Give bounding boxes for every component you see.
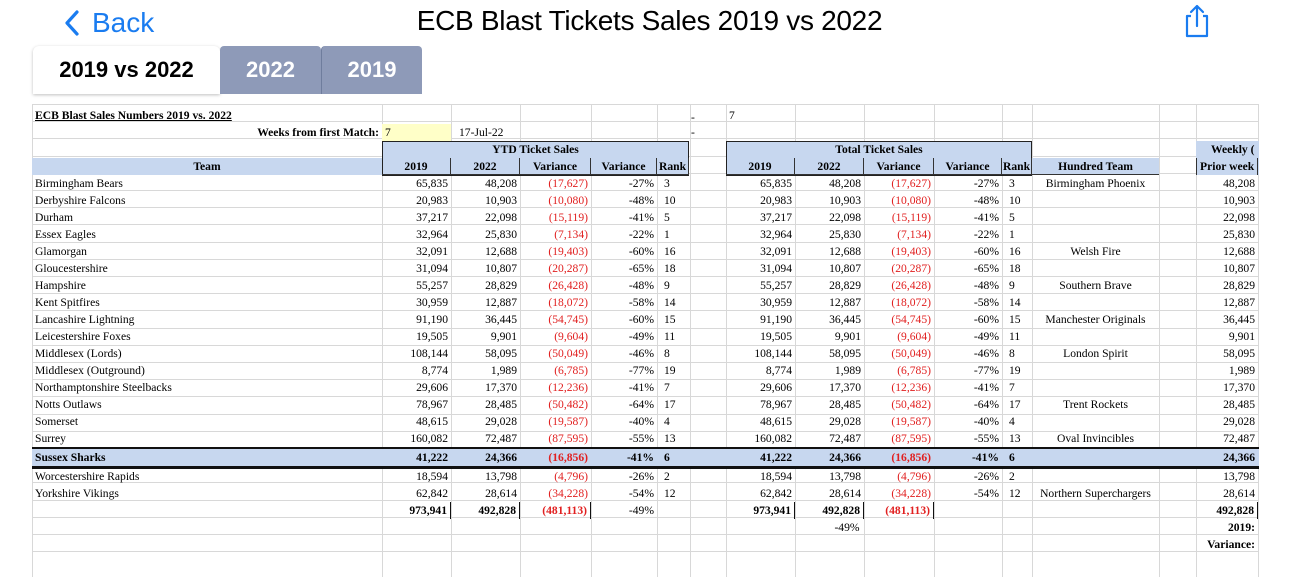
value-2019[interactable]: 32,091 [760, 245, 792, 258]
team-cell[interactable]: Notts Outlaws [35, 398, 102, 411]
prior-week-cell[interactable]: 13,798 [1223, 470, 1255, 483]
value-2022[interactable]: 1,989 [490, 364, 517, 377]
variance-value[interactable]: (7,134) [897, 228, 931, 241]
total-variance[interactable]: (481,113) [520, 502, 591, 519]
variance-pct[interactable]: -48% [628, 279, 654, 292]
variance-value[interactable]: (12,236) [548, 381, 588, 394]
team-cell[interactable]: Lancashire Lightning [35, 313, 135, 326]
rank-value[interactable]: 8 [664, 347, 670, 360]
value-2019[interactable]: 30,959 [760, 296, 792, 309]
variance-pct[interactable]: -46% [973, 347, 999, 360]
variance-pct[interactable]: -41% [971, 451, 999, 464]
prior-week-cell[interactable]: 36,445 [1223, 313, 1255, 326]
variance-value[interactable]: (87,595) [548, 432, 588, 445]
value-2019[interactable]: 41,222 [760, 451, 792, 464]
team-cell[interactable]: Middlesex (Lords) [35, 347, 122, 360]
rank-value[interactable]: 8 [1009, 347, 1015, 360]
variance-value[interactable]: (4,796) [554, 470, 588, 483]
value-2022[interactable]: 9,901 [490, 330, 517, 343]
variance-value[interactable]: (50,049) [891, 347, 931, 360]
date-cell[interactable]: 17-Jul-22 [459, 126, 504, 139]
variance-value[interactable]: (20,287) [548, 262, 588, 275]
value-2022[interactable]: 22,098 [485, 211, 517, 224]
variance-value[interactable]: (6,785) [554, 364, 588, 377]
tab-2019[interactable]: 2019 [321, 46, 422, 94]
value-2022[interactable]: 25,830 [829, 228, 861, 241]
variance-pct[interactable]: -41% [973, 211, 999, 224]
share-icon [1182, 4, 1212, 38]
team-cell[interactable]: Durham [35, 211, 73, 224]
rank-value[interactable]: 11 [1009, 330, 1021, 343]
value-2019[interactable]: 78,967 [760, 398, 792, 411]
variance-value[interactable]: (15,119) [548, 211, 588, 224]
team-cell[interactable]: Essex Eagles [35, 228, 96, 241]
value-2019[interactable]: 32,964 [416, 228, 448, 241]
prior-week-cell[interactable]: 58,095 [1223, 347, 1255, 360]
value-2022[interactable]: 48,208 [829, 177, 861, 190]
grid-line [32, 551, 1259, 552]
value-2019[interactable]: 62,842 [416, 487, 448, 500]
value-2019[interactable]: 32,091 [416, 245, 448, 258]
variance-value[interactable]: (20,287) [891, 262, 931, 275]
value-2019[interactable]: 20,983 [416, 194, 448, 207]
header-prior-week[interactable]: Prior week [1196, 158, 1258, 175]
header-variance-pct[interactable]: Variance [934, 158, 1002, 175]
value-2022[interactable]: 10,807 [485, 262, 517, 275]
rank-value[interactable]: 19 [664, 364, 676, 377]
variance-value[interactable]: (19,403) [891, 245, 931, 258]
total-title[interactable]: Total Ticket Sales [835, 143, 923, 156]
grid-line [1159, 104, 1160, 577]
variance-pct[interactable]: -49% [628, 330, 654, 343]
dash-cell[interactable]: - [691, 126, 695, 139]
prior-week-cell[interactable]: 12,887 [1223, 296, 1255, 309]
team-cell[interactable]: Birmingham Bears [35, 177, 123, 190]
label-variance[interactable]: Variance: [1207, 538, 1255, 551]
value-2022[interactable]: 10,903 [485, 194, 517, 207]
hundred-team-cell[interactable] [1032, 379, 1159, 396]
value-2019[interactable]: 8,774 [765, 364, 792, 377]
variance-pct[interactable]: -41% [973, 381, 999, 394]
value-2022[interactable]: 12,887 [485, 296, 517, 309]
variance-value[interactable]: (19,403) [548, 245, 588, 258]
value-2022[interactable]: 17,370 [829, 381, 861, 394]
variance-pct[interactable]: -46% [628, 347, 654, 360]
variance-pct[interactable]: -60% [973, 313, 999, 326]
value-2022[interactable]: 28,829 [485, 279, 517, 292]
variance-pct[interactable]: -55% [973, 432, 999, 445]
total-2022[interactable]: 492,828 [451, 502, 520, 519]
weekly-title[interactable]: Weekly ( [1211, 143, 1255, 156]
hundred-team-cell[interactable]: Southern Brave [1059, 279, 1132, 292]
value-2022[interactable]: 12,688 [485, 245, 517, 258]
variance-value[interactable]: (16,856) [891, 451, 931, 464]
value-2022[interactable]: 58,095 [485, 347, 517, 360]
rank-value[interactable]: 18 [1009, 262, 1021, 275]
value-2022[interactable]: 58,095 [829, 347, 861, 360]
rank-value[interactable]: 4 [664, 415, 670, 428]
value-2019[interactable]: 18,594 [416, 470, 448, 483]
rank-value[interactable]: 6 [1009, 451, 1015, 464]
header-2022[interactable]: 2022 [451, 158, 520, 175]
sheet-heading[interactable]: ECB Blast Sales Numbers 2019 vs. 2022 [35, 109, 232, 122]
value-2022[interactable]: 29,028 [829, 415, 861, 428]
tab-2022[interactable]: 2022 [220, 46, 321, 94]
variance-pct[interactable]: -26% [628, 470, 654, 483]
value-2019[interactable]: 37,217 [760, 211, 792, 224]
team-cell[interactable]: Sussex Sharks [35, 451, 106, 464]
value-2019[interactable]: 78,967 [416, 398, 448, 411]
rank-value[interactable]: 16 [664, 245, 676, 258]
rank-value[interactable]: 9 [664, 279, 670, 292]
prior-week-cell[interactable]: 29,028 [1223, 415, 1255, 428]
hundred-team-cell[interactable] [1032, 294, 1159, 311]
variance-pct[interactable]: -65% [973, 262, 999, 275]
rank-value[interactable]: 11 [664, 330, 676, 343]
ytd-title[interactable]: YTD Ticket Sales [492, 143, 579, 156]
prior-week-cell[interactable]: 28,485 [1223, 398, 1255, 411]
total-2019[interactable]: 973,941 [726, 502, 795, 519]
weeks-value-cell[interactable]: 7 [382, 124, 451, 141]
prior-week-cell[interactable]: 28,829 [1223, 279, 1255, 292]
value-2019[interactable]: 48,615 [416, 415, 448, 428]
variance-value[interactable]: (10,080) [548, 194, 588, 207]
hundred-team-cell[interactable]: Oval Invincibles [1057, 432, 1134, 445]
value-2019[interactable]: 41,222 [416, 451, 448, 464]
value-2022[interactable]: 13,798 [829, 470, 861, 483]
rank-value[interactable]: 15 [1009, 313, 1021, 326]
variance-value[interactable]: (18,072) [548, 296, 588, 309]
variance-pct[interactable]: -48% [973, 279, 999, 292]
value-2019[interactable]: 8,774 [421, 364, 448, 377]
value-2019[interactable]: 18,594 [760, 470, 792, 483]
rank-value[interactable]: 12 [664, 487, 676, 500]
grid-line [32, 534, 1259, 535]
variance-value[interactable]: (26,428) [891, 279, 931, 292]
value-2019[interactable]: 65,835 [416, 177, 448, 190]
variance-pct[interactable]: -60% [973, 245, 999, 258]
team-cell[interactable]: Glamorgan [35, 245, 87, 258]
value-2022[interactable]: 48,208 [485, 177, 517, 190]
total-2022[interactable]: 492,828 [795, 502, 864, 519]
variance-value[interactable]: (34,228) [548, 487, 588, 500]
variance-pct[interactable]: -40% [628, 415, 654, 428]
rank-value[interactable]: 4 [1009, 415, 1015, 428]
variance-pct[interactable]: -77% [628, 364, 654, 377]
rank-value[interactable]: 3 [1009, 177, 1015, 190]
variance-value[interactable]: (50,049) [548, 347, 588, 360]
team-cell[interactable]: Yorkshire Vikings [35, 487, 119, 500]
header-variance[interactable]: Variance [864, 158, 934, 175]
rank-value[interactable]: 15 [664, 313, 676, 326]
prior-week-cell[interactable]: 17,370 [1223, 381, 1255, 394]
variance-pct[interactable]: -41% [626, 451, 654, 464]
hundred-team-cell[interactable] [1032, 260, 1159, 277]
rank-value[interactable]: 10 [1009, 194, 1021, 207]
value-2022[interactable]: 72,487 [485, 432, 517, 445]
hundred-team-cell[interactable]: Welsh Fire [1070, 245, 1121, 258]
rank-value[interactable]: 19 [1009, 364, 1021, 377]
value-2022[interactable]: 28,829 [829, 279, 861, 292]
header-variance[interactable]: Variance [520, 158, 591, 175]
value-2019[interactable]: 20,983 [760, 194, 792, 207]
variance-pct[interactable]: -41% [628, 381, 654, 394]
hundred-team-cell[interactable]: London Spirit [1063, 347, 1128, 360]
value-2019[interactable]: 30,959 [416, 296, 448, 309]
rank-value[interactable]: 16 [1009, 245, 1021, 258]
value-2019[interactable]: 55,257 [416, 279, 448, 292]
team-cell[interactable]: Leicestershire Foxes [35, 330, 131, 343]
prior-week-cell[interactable]: 25,830 [1223, 228, 1255, 241]
variance-value[interactable]: (7,134) [554, 228, 588, 241]
hundred-team-cell[interactable] [1032, 226, 1159, 243]
total-2019[interactable]: 973,941 [382, 502, 451, 519]
rank-value[interactable]: 1 [1009, 228, 1015, 241]
prior-week-cell[interactable]: 9,901 [1228, 330, 1255, 343]
rank-value[interactable]: 10 [664, 194, 676, 207]
header-hundred-team[interactable]: Hundred Team [1032, 158, 1159, 175]
value-2019[interactable]: 160,082 [754, 432, 792, 445]
hundred-team-cell[interactable] [1032, 192, 1159, 209]
value-2019[interactable]: 37,217 [416, 211, 448, 224]
variance-value[interactable]: (12,236) [891, 381, 931, 394]
header-rank[interactable]: Rank [657, 158, 689, 175]
variance-value[interactable]: (16,856) [548, 451, 588, 464]
rank-value[interactable]: 13 [1009, 432, 1021, 445]
variance-value[interactable]: (15,119) [891, 211, 931, 224]
rank-value[interactable]: 18 [664, 262, 676, 275]
variance-value[interactable]: (54,745) [891, 313, 931, 326]
header-team[interactable]: Team [193, 160, 221, 173]
hundred-team-cell[interactable] [1032, 209, 1159, 226]
prior-week-cell[interactable]: 12,688 [1223, 245, 1255, 258]
value-2022[interactable]: 24,366 [485, 451, 517, 464]
rank-value[interactable]: 13 [664, 432, 676, 445]
value-2022[interactable]: 17,370 [485, 381, 517, 394]
variance-pct[interactable]: -27% [973, 177, 999, 190]
value-2019[interactable]: 31,094 [760, 262, 792, 275]
variance-pct[interactable]: -48% [973, 194, 999, 207]
prior-week-cell[interactable]: 28,614 [1223, 487, 1255, 500]
value-2019[interactable]: 32,964 [760, 228, 792, 241]
rank-value[interactable]: 12 [1009, 487, 1021, 500]
value-2019[interactable]: 31,094 [416, 262, 448, 275]
weeks-label[interactable]: Weeks from first Match: [257, 126, 379, 139]
sheet-tabs [33, 46, 424, 95]
header-2022[interactable]: 2022 [795, 158, 864, 175]
value-2022[interactable]: 10,807 [829, 262, 861, 275]
variance-value[interactable]: (34,228) [891, 487, 931, 500]
hundred-team-cell[interactable]: Trent Rockets [1063, 398, 1128, 411]
team-cell[interactable]: Northamptonshire Steelbacks [35, 381, 172, 394]
value-2022[interactable]: 1,989 [834, 364, 861, 377]
share-button[interactable] [1182, 4, 1212, 43]
header-variance-pct[interactable]: Variance [591, 158, 657, 175]
variance-pct[interactable]: -77% [973, 364, 999, 377]
variance-value[interactable]: (17,627) [548, 177, 588, 190]
team-cell[interactable]: Worcestershire Rapids [35, 470, 140, 483]
variance-value[interactable]: (50,482) [548, 398, 588, 411]
rank-value[interactable]: 3 [664, 177, 670, 190]
value-2022[interactable]: 25,830 [485, 228, 517, 241]
value-2019[interactable]: 160,082 [410, 432, 448, 445]
hundred-team-cell[interactable] [1032, 328, 1159, 345]
variance-pct[interactable]: -26% [973, 470, 999, 483]
prior-week-cell[interactable]: 10,903 [1223, 194, 1255, 207]
value-2022[interactable]: 36,445 [829, 313, 861, 326]
header-2019[interactable]: 2019 [726, 158, 795, 175]
variance-value[interactable]: (10,080) [891, 194, 931, 207]
dash-cell[interactable]: - [691, 111, 695, 124]
variance-value[interactable]: (4,796) [897, 470, 931, 483]
value-2019[interactable]: 19,505 [416, 330, 448, 343]
prior-week-cell[interactable]: 22,098 [1223, 211, 1255, 224]
value-2022[interactable]: 72,487 [829, 432, 861, 445]
value-2019[interactable]: 91,190 [760, 313, 792, 326]
value-2019[interactable]: 19,505 [760, 330, 792, 343]
variance-value[interactable]: (54,745) [548, 313, 588, 326]
nav-bar [0, 0, 1299, 46]
variance-value[interactable]: (9,604) [897, 330, 931, 343]
team-cell[interactable]: Somerset [35, 415, 79, 428]
team-cell[interactable]: Middlesex (Outground) [35, 364, 145, 377]
rank-value[interactable]: 17 [664, 398, 676, 411]
prior-week-cell[interactable]: 10,807 [1223, 262, 1255, 275]
hundred-team-cell[interactable]: Manchester Originals [1045, 313, 1146, 326]
value-2019[interactable]: 108,144 [410, 347, 448, 360]
rank-value[interactable]: 5 [1009, 211, 1015, 224]
variance-pct[interactable]: -41% [628, 211, 654, 224]
rank-value[interactable]: 6 [664, 451, 670, 464]
value-2019[interactable]: 65,835 [760, 177, 792, 190]
value-2019[interactable]: 29,606 [760, 381, 792, 394]
variance-value[interactable]: (87,595) [891, 432, 931, 445]
hundred-team-cell[interactable] [1032, 413, 1159, 430]
team-cell[interactable]: Derbyshire Falcons [35, 194, 126, 207]
total-variance[interactable]: (481,113) [864, 502, 934, 519]
value-2019[interactable]: 48,615 [760, 415, 792, 428]
prior-week-cell[interactable]: 72,487 [1223, 432, 1255, 445]
value-2022[interactable]: 12,887 [829, 296, 861, 309]
page-title: ECB Blast Tickets Sales 2019 vs 2022 [416, 5, 883, 36]
variance-pct[interactable]: -22% [628, 228, 654, 241]
prior-week-cell[interactable]: 48,208 [1223, 177, 1255, 190]
variance-pct-note[interactable]: -49% [834, 521, 860, 534]
variance-value[interactable]: (18,072) [891, 296, 931, 309]
value-2022[interactable]: 28,485 [829, 398, 861, 411]
back-label: Back [92, 7, 155, 38]
variance-pct[interactable]: -60% [628, 313, 654, 326]
rank-value[interactable]: 17 [1009, 398, 1021, 411]
rank-value[interactable]: 2 [664, 470, 670, 483]
hundred-team-cell[interactable] [1032, 449, 1159, 466]
value-2022[interactable]: 28,485 [485, 398, 517, 411]
variance-value[interactable]: (50,482) [891, 398, 931, 411]
value-2022[interactable]: 24,366 [829, 451, 861, 464]
value-2019[interactable]: 108,144 [754, 347, 792, 360]
value-2022[interactable]: 9,901 [834, 330, 861, 343]
rank-value[interactable]: 2 [1009, 470, 1015, 483]
variance-pct[interactable]: -58% [628, 296, 654, 309]
variance-value[interactable]: (17,627) [891, 177, 931, 190]
variance-pct[interactable]: -54% [973, 487, 999, 500]
variance-value[interactable]: (6,785) [897, 364, 931, 377]
variance-pct[interactable]: -65% [628, 262, 654, 275]
team-cell[interactable]: Gloucestershire [35, 262, 108, 275]
variance-value[interactable]: (9,604) [554, 330, 588, 343]
rank-value[interactable]: 14 [664, 296, 676, 309]
prior-week-cell[interactable]: 1,989 [1228, 364, 1255, 377]
total-prior-week[interactable]: 492,828 [1196, 502, 1258, 519]
rank-value[interactable]: 5 [664, 211, 670, 224]
value-2022[interactable]: 10,903 [829, 194, 861, 207]
rank-value[interactable]: 9 [1009, 279, 1015, 292]
total-variance-pct[interactable]: -49% [628, 504, 654, 517]
hundred-team-cell[interactable]: Birmingham Phoenix [1045, 177, 1146, 190]
seven-cell[interactable]: 7 [729, 109, 735, 122]
rank-value[interactable]: 1 [664, 228, 670, 241]
team-cell[interactable]: Surrey [35, 432, 66, 445]
prior-week-cell[interactable]: 24,366 [1223, 451, 1255, 464]
variance-pct[interactable]: -22% [973, 228, 999, 241]
value-2022[interactable]: 29,028 [485, 415, 517, 428]
variance-pct[interactable]: -60% [628, 245, 654, 258]
hundred-team-cell[interactable] [1032, 362, 1159, 379]
variance-pct[interactable]: -49% [973, 330, 999, 343]
variance-pct[interactable]: -55% [628, 432, 654, 445]
variance-pct[interactable]: -64% [973, 398, 999, 411]
rank-value[interactable]: 7 [664, 381, 670, 394]
variance-value[interactable]: (19,587) [548, 415, 588, 428]
value-2022[interactable]: 28,614 [485, 487, 517, 500]
header-2019[interactable]: 2019 [382, 158, 451, 175]
hundred-team-cell[interactable]: Northern Superchargers [1040, 487, 1151, 500]
variance-pct[interactable]: -64% [628, 398, 654, 411]
value-2022[interactable]: 13,798 [485, 470, 517, 483]
variance-pct[interactable]: -48% [628, 194, 654, 207]
spreadsheet[interactable] [0, 104, 1299, 577]
rank-value[interactable]: 14 [1009, 296, 1021, 309]
rank-value[interactable]: 7 [1009, 381, 1015, 394]
variance-value[interactable]: (19,587) [891, 415, 931, 428]
variance-pct[interactable]: -27% [628, 177, 654, 190]
label-2019[interactable]: 2019: [1227, 521, 1255, 534]
value-2019[interactable]: 91,190 [416, 313, 448, 326]
variance-value[interactable]: (26,428) [548, 279, 588, 292]
variance-pct[interactable]: -58% [973, 296, 999, 309]
header-rank[interactable]: Rank [1003, 160, 1031, 173]
value-2022[interactable]: 28,614 [829, 487, 861, 500]
variance-pct[interactable]: -54% [628, 487, 654, 500]
value-2019[interactable]: 29,606 [416, 381, 448, 394]
team-cell[interactable]: Hampshire [35, 279, 86, 292]
team-cell[interactable]: Kent Spitfires [35, 296, 100, 309]
grid-line [32, 104, 1259, 105]
value-2022[interactable]: 36,445 [485, 313, 517, 326]
value-2019[interactable]: 55,257 [760, 279, 792, 292]
value-2019[interactable]: 62,842 [760, 487, 792, 500]
sheet-grid [0, 104, 1299, 577]
value-2022[interactable]: 22,098 [829, 211, 861, 224]
variance-pct[interactable]: -40% [973, 415, 999, 428]
hundred-team-cell[interactable] [1032, 468, 1159, 485]
value-2022[interactable]: 12,688 [829, 245, 861, 258]
tab-2019-vs-2022[interactable]: 2019 vs 2022 [33, 46, 220, 94]
